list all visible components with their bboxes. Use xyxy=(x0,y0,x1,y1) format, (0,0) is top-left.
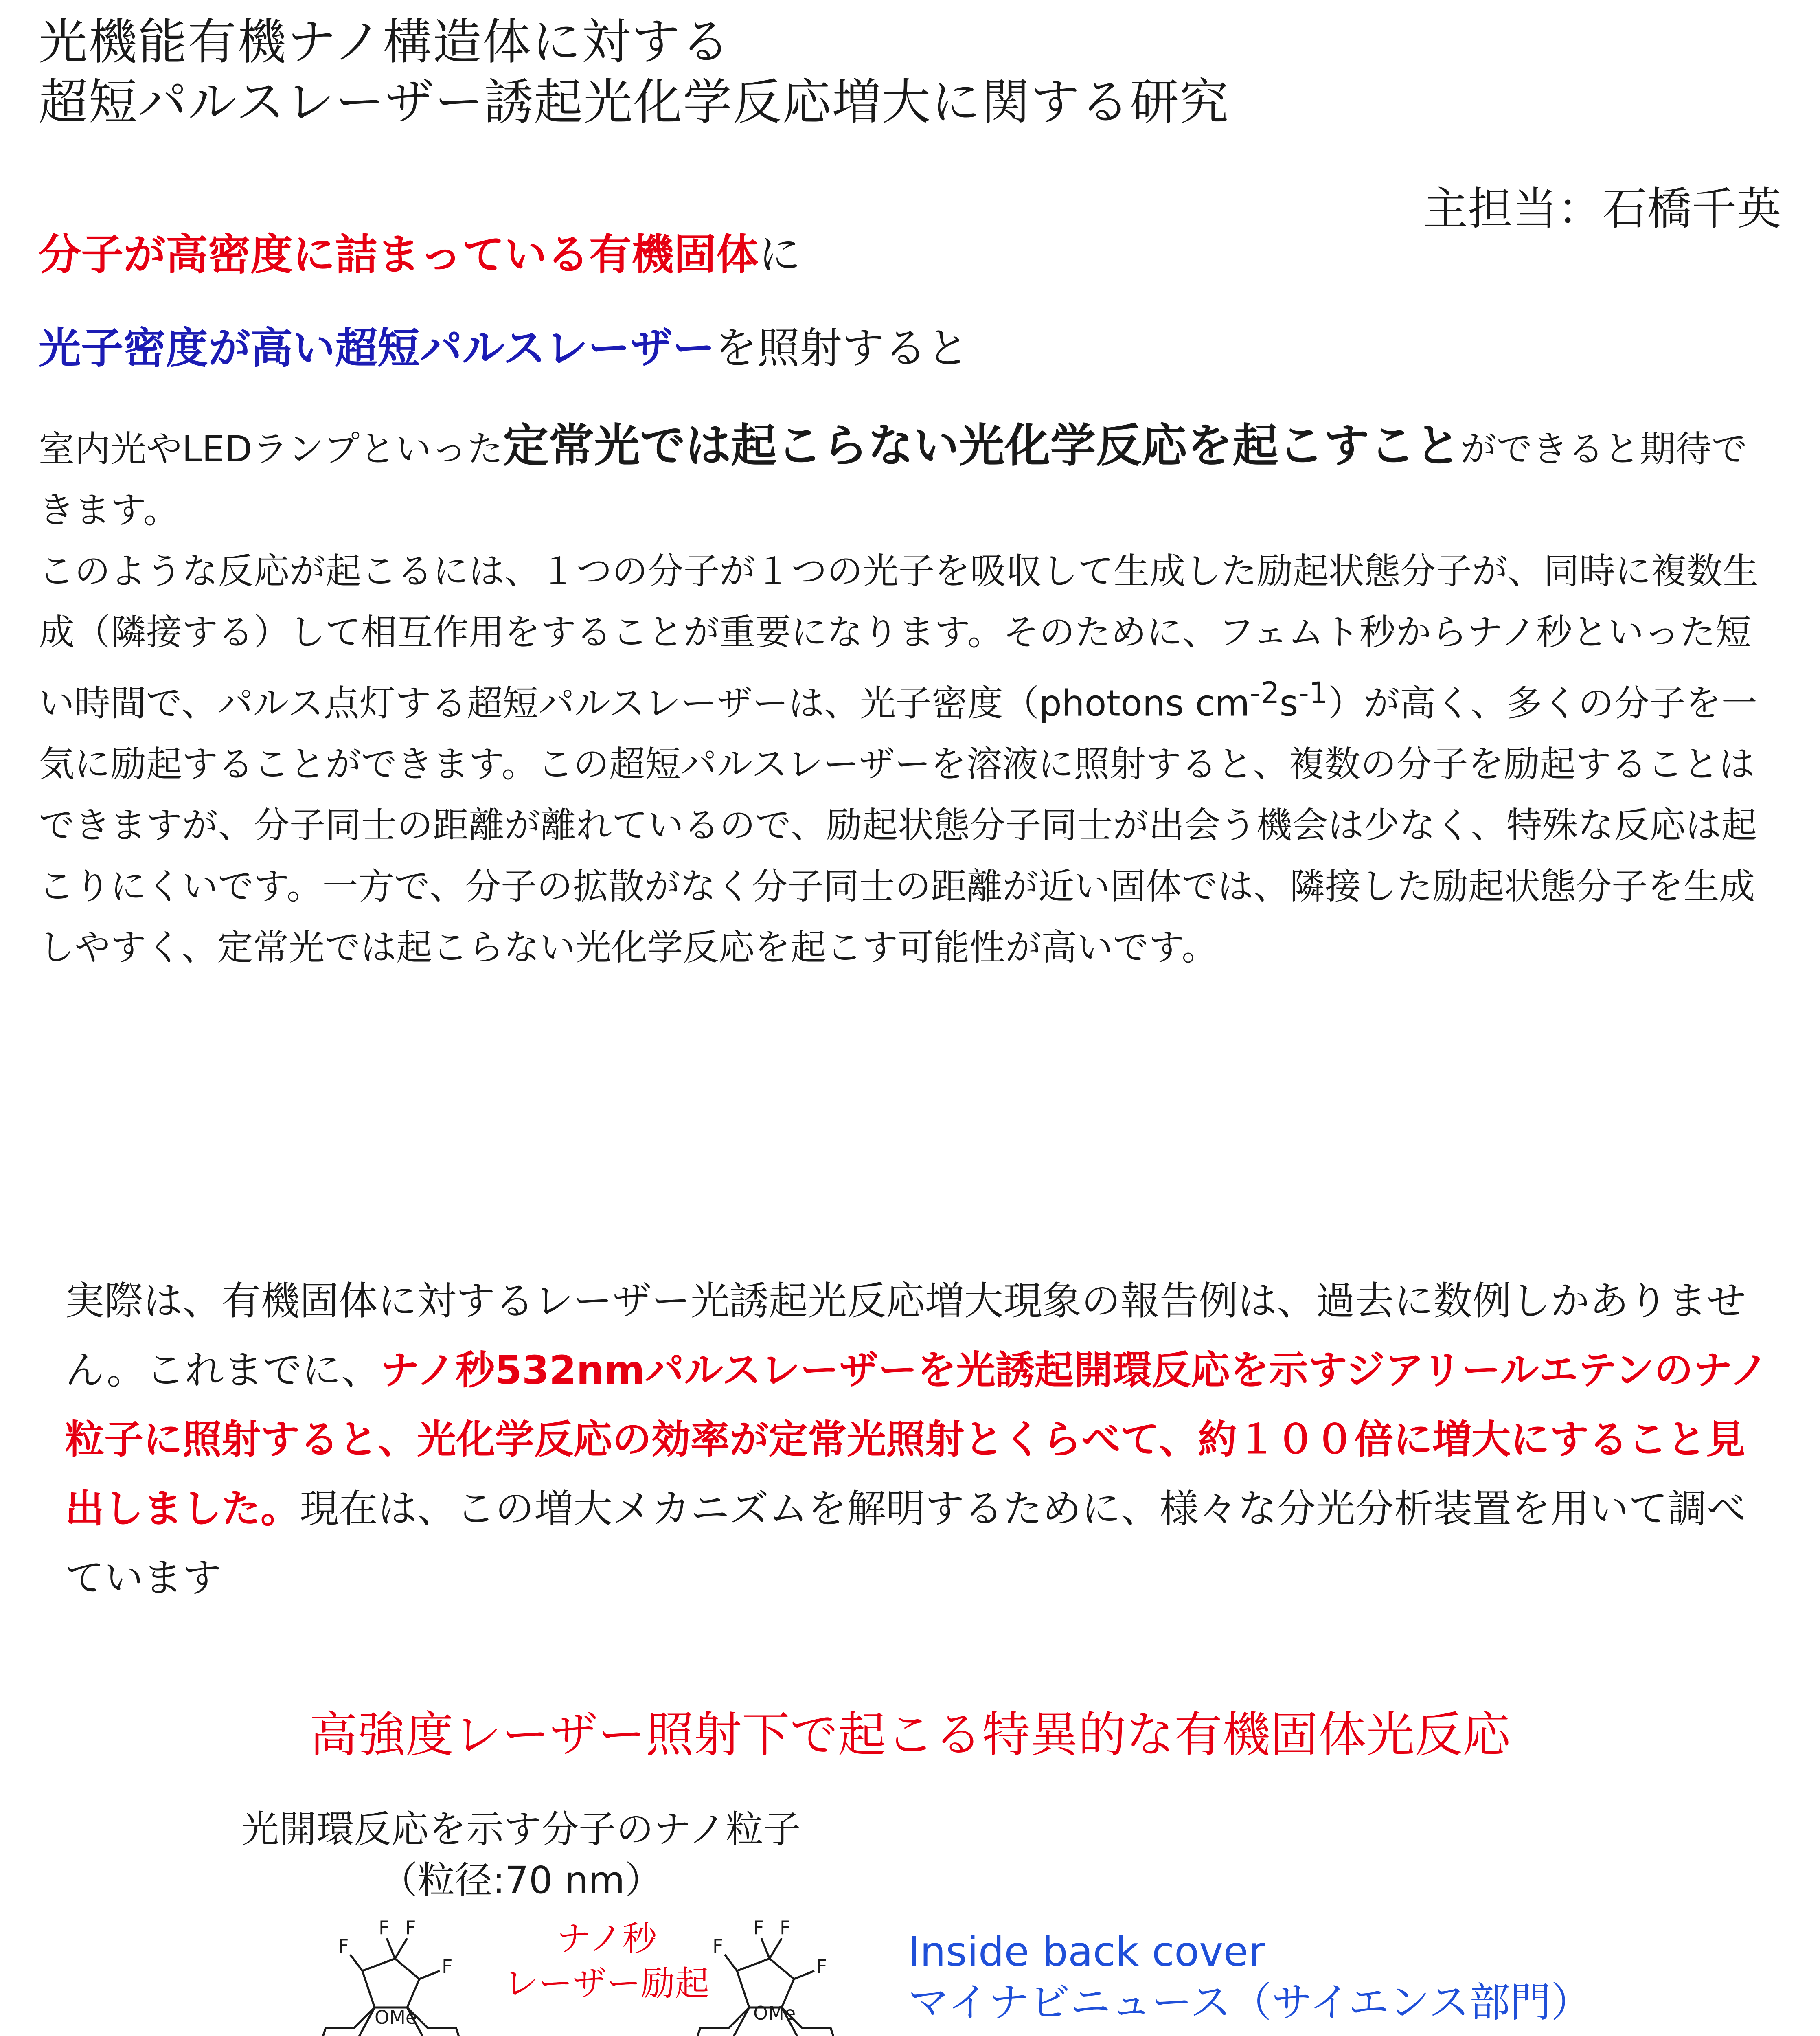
intro-body xyxy=(39,541,1781,978)
intro-first-sentence xyxy=(39,415,1781,541)
inside-cover-line-2: マイナビニュース（サイエンス部門） xyxy=(908,1979,1592,2026)
figure-title: 高強度レーザー照射下で起こる特異的な有機固体光反応 xyxy=(309,1707,1511,1763)
nanoparticle-title-line-2: （粒径:70 nm） xyxy=(380,1858,662,1902)
reaction-scheme xyxy=(134,1906,908,2036)
author: 主担当：石橋千英 xyxy=(1423,183,1781,235)
open-atom-ome: OMe xyxy=(753,2002,796,2024)
research-pre: 実際は、有機固体に対するレーザー光誘起光反応増大現象の報告例は、過去に数例しかありません。これまでに、 xyxy=(65,1278,1746,1393)
intro-paragraph xyxy=(39,415,1781,978)
open-atom-f-3: F xyxy=(780,1917,791,1939)
intro-sup-2: -1 xyxy=(1298,676,1328,711)
nanoparticle-title xyxy=(175,1804,867,1906)
research-highlight: ナノ秒532nmパルスレーザーを光誘起開環反応を示すジアリールエテンのナノ粒子に照射すると、光化学反応の効率が定常光照射とくらべて、約１００倍に増大にすること見出しました。 xyxy=(65,1347,1769,1531)
open-atom-f-4: F xyxy=(816,1955,827,1977)
arrow-label-2: レーザー励起 xyxy=(504,1964,710,2003)
intro-bold: 定常光では起こらない光化学反応を起こすこと xyxy=(503,419,1461,472)
closed-atom-f-1: F xyxy=(338,1935,349,1957)
intro-pre: 室内光やLEDランプといった xyxy=(39,428,503,470)
closed-atom-ome: OMe xyxy=(375,2006,417,2028)
arrow-label-1: ナノ秒 xyxy=(556,1919,657,1959)
intro-text-a: このような反応が起こるには、１つの分子が１つの光子を吸収して生成した励起状態分子が、同時に複数生成（隣接する）して相互作用をすることが重要になります。そのために、フェムト秒からナノ秒といった短い時間で、パルス点灯する超短パルスレーザーは、光子密度（photons cm xyxy=(39,550,1759,724)
intro-sup-1: -2 xyxy=(1250,676,1280,711)
closed-atom-f-4: F xyxy=(442,1955,453,1977)
title-line-2: 超短パルスレーザー誘起光化学反応増大に関する研究 xyxy=(39,74,1230,131)
inside-cover-heading xyxy=(908,1926,1592,2028)
lead-line-1 xyxy=(39,228,801,281)
title-line-1: 光機能有機ナノ構造体に対する xyxy=(39,14,731,70)
lead-rest-2: を照射すると xyxy=(715,323,969,373)
lead-highlight-2: 光子密度が高い超短パルスレーザー xyxy=(39,323,715,373)
nanoparticle-title-line-1: 光開環反応を示す分子のナノ粒子 xyxy=(241,1808,801,1851)
lead-rest-1: に xyxy=(759,230,801,279)
intro-text-c: ）が高く、多くの分子を一気に励起することができます。この超短パルスレーザーを溶液に照射すると、複数の分子を励起することはできますが、分子同士の距離が離れているので、励起状態分子同士が出会う機会は少なく、特殊な反応は起こりにくいです。一方で、分子の拡散がなく分子同士の距離が近い固体では、隣接した励起状態分子を生成しやすく、定常光では起こらない光化学反応を起こす可能性が高いです。 xyxy=(39,682,1757,969)
intro-post: ができると期待できます。 xyxy=(39,428,1748,531)
intro-text-b: s xyxy=(1279,682,1298,724)
lead-line-2 xyxy=(39,322,969,375)
lead-highlight-1: 分子が高密度に詰まっている有機固体 xyxy=(39,230,759,279)
page-title xyxy=(39,12,1229,133)
inside-cover-line-1: Inside back cover xyxy=(908,1928,1265,1975)
open-atom-f-2: F xyxy=(753,1917,764,1939)
closed-atom-f-2: F xyxy=(379,1917,390,1939)
open-atom-f-1: F xyxy=(713,1935,724,1957)
closed-atom-f-3: F xyxy=(405,1917,416,1939)
research-paragraph xyxy=(65,1266,1775,1613)
research-post: 現在は、この増大メカニズムを解明するために、様々な分光分析装置を用いて調べています xyxy=(65,1486,1746,1601)
